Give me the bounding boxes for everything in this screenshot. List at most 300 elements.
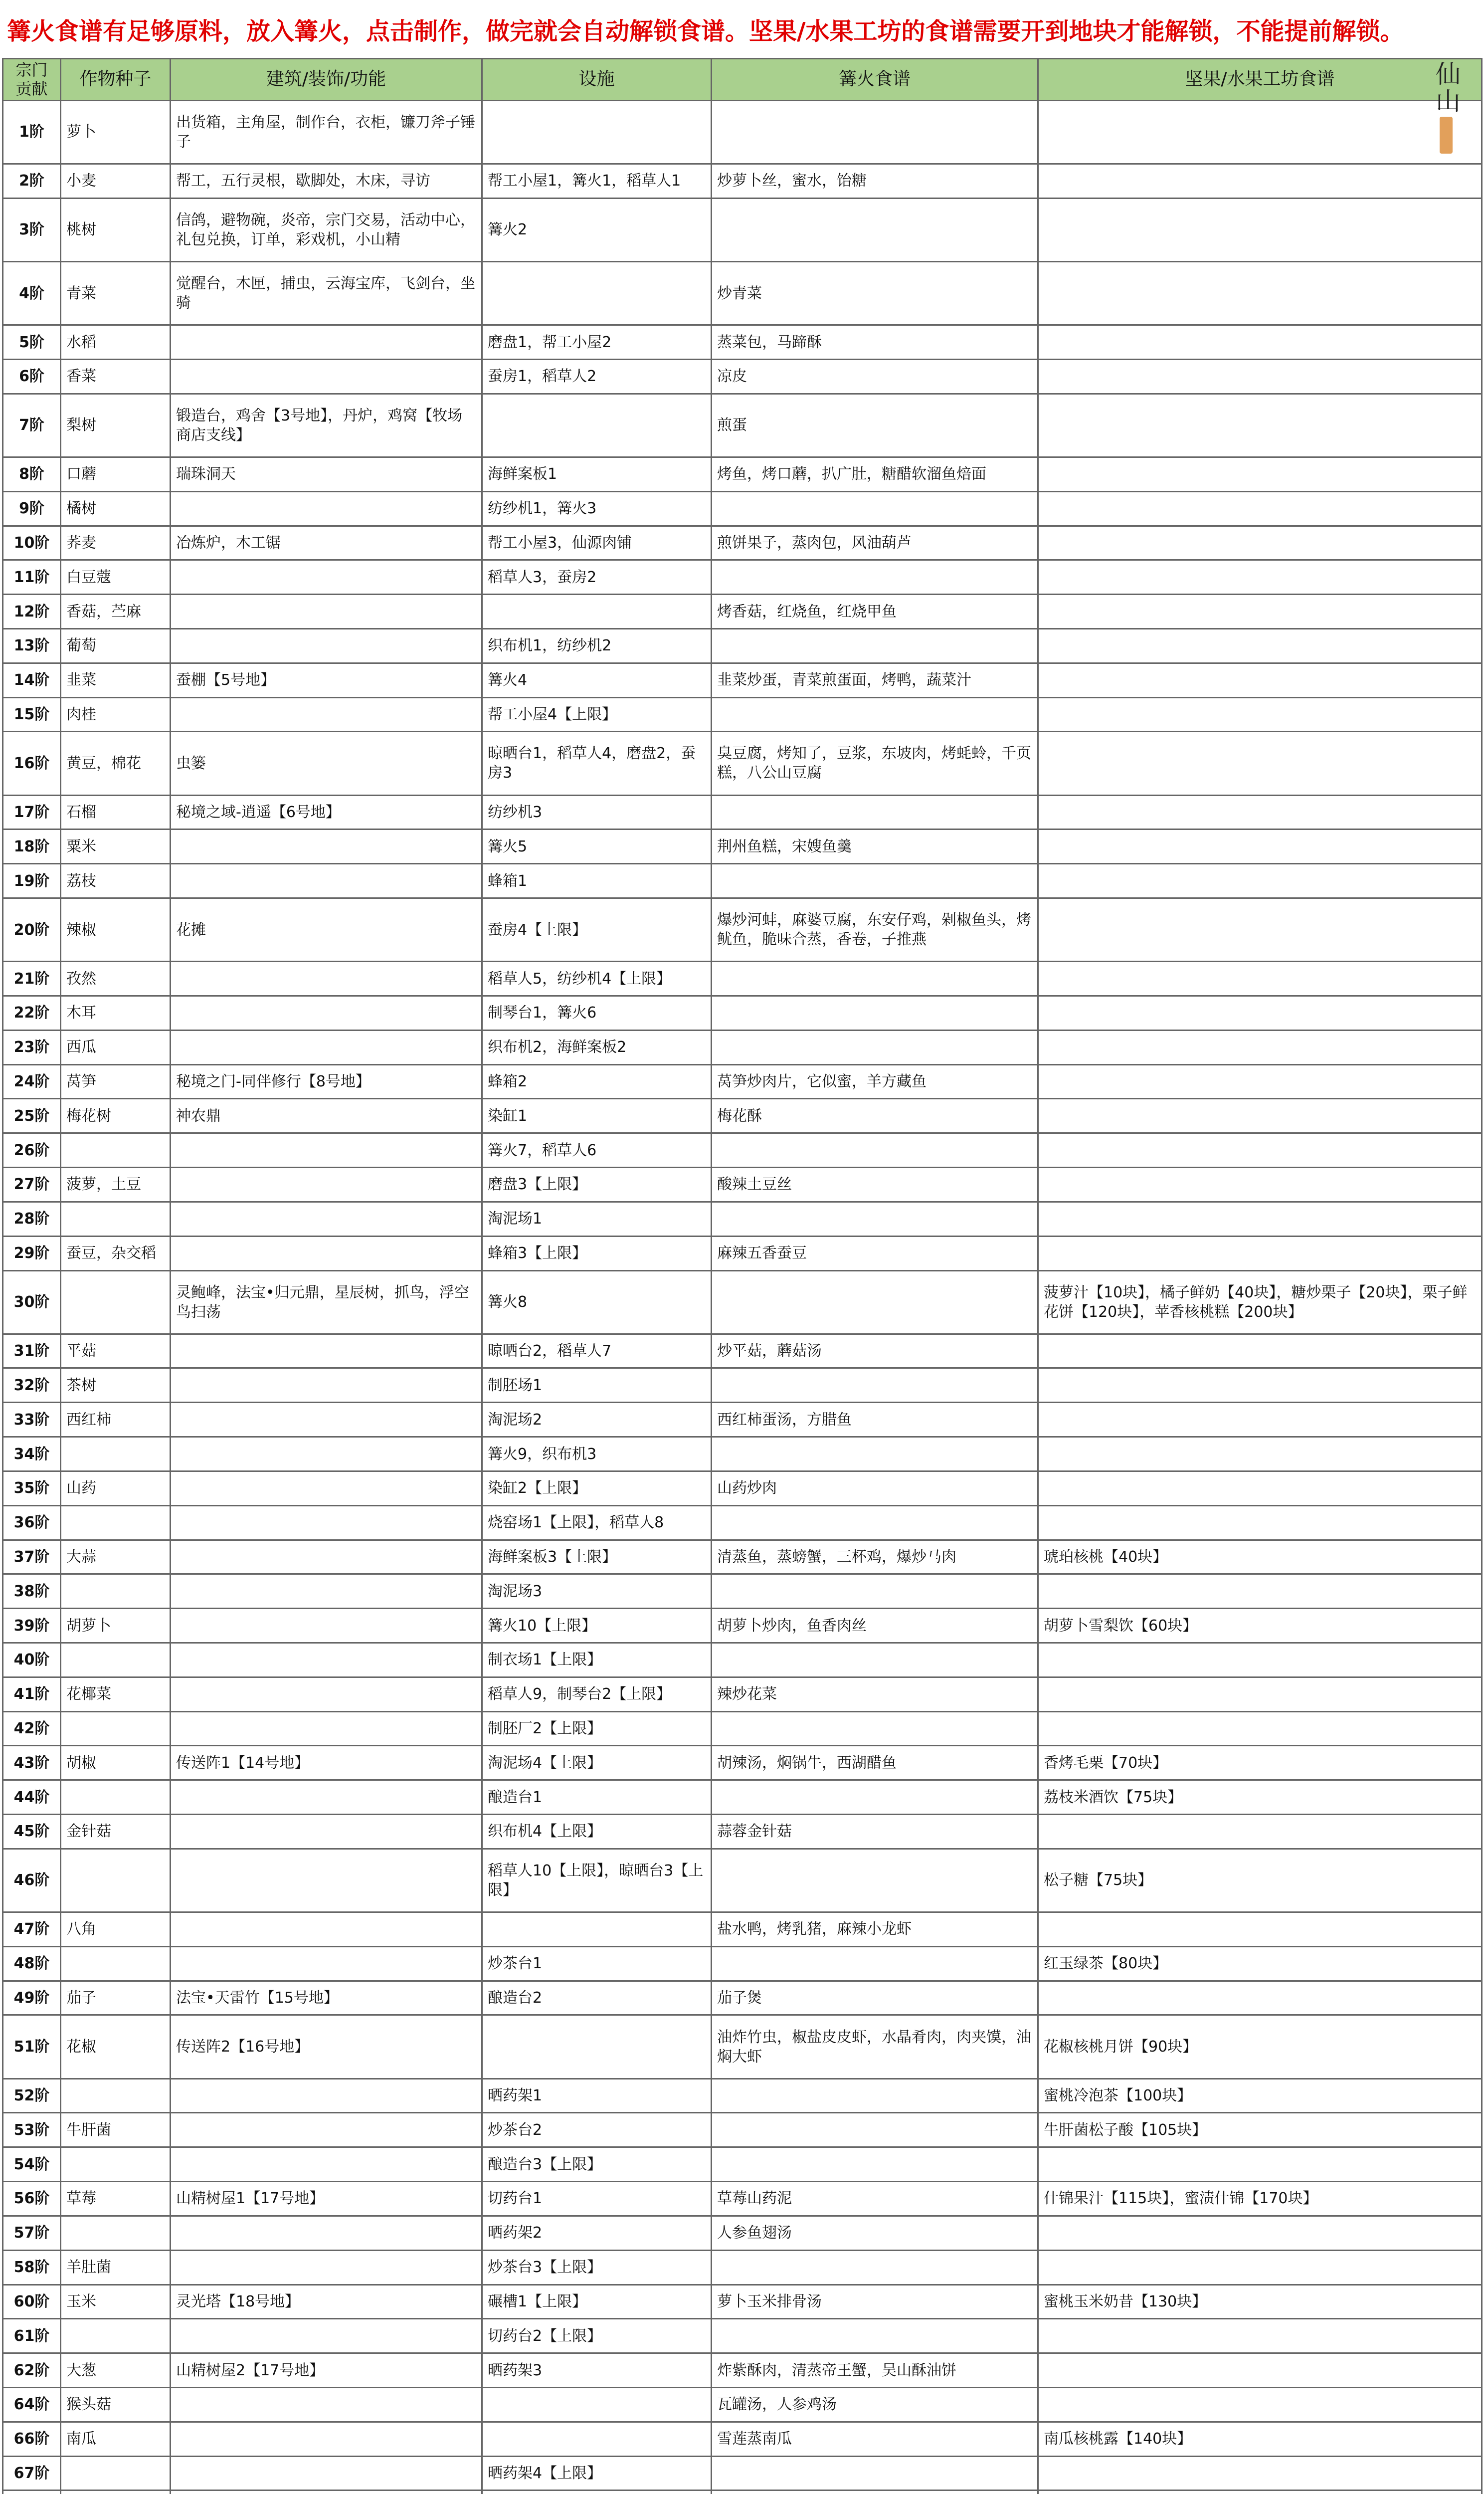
- cell-workshop-recipe: [1038, 2456, 1482, 2491]
- cell-seed: [61, 2456, 171, 2491]
- cell-building: 山精树屋2【17号地】: [171, 2353, 482, 2388]
- cell-building: 传送阵2【16号地】: [171, 2015, 482, 2078]
- cell-building: [171, 1677, 482, 1711]
- cell-workshop-recipe: [1038, 2147, 1482, 2182]
- cell-bonfire-recipe: [712, 864, 1038, 898]
- cell-bonfire-recipe: 莴笋炒肉片，它似蜜，羊方藏鱼: [712, 1064, 1038, 1099]
- cell-rank: 42阶: [3, 1711, 61, 1746]
- cell-workshop-recipe: [1038, 491, 1482, 526]
- cell-rank: 25阶: [3, 1099, 61, 1133]
- cell-seed: 荞麦: [61, 526, 171, 560]
- cell-rank: 54阶: [3, 2147, 61, 2182]
- cell-building: 神农鼎: [171, 1099, 482, 1133]
- cell-bonfire-recipe: [712, 2147, 1038, 2182]
- table-row: [3, 2285, 1482, 2319]
- cell-facility: [482, 2015, 712, 2078]
- cell-seed: 羊肚菌: [61, 2250, 171, 2285]
- cell-building: 冶炼炉，木工锯: [171, 526, 482, 560]
- cell-seed: 辣椒: [61, 898, 171, 962]
- cell-workshop-recipe: [1038, 663, 1482, 697]
- cell-workshop-recipe: [1038, 795, 1482, 830]
- cell-bonfire-recipe: [712, 1270, 1038, 1334]
- cell-seed: 平菇: [61, 1334, 171, 1368]
- table-row: [3, 795, 1482, 830]
- cell-seed: 花椒: [61, 2015, 171, 2078]
- cell-building: [171, 2078, 482, 2113]
- cell-facility: 切药台1: [482, 2182, 712, 2216]
- table-row: [3, 1368, 1482, 1403]
- cell-building: [171, 1540, 482, 1574]
- cell-bonfire-recipe: 油炸竹虫，椒盐皮皮虾，水晶肴肉，肉夹馍，油焖大虾: [712, 2015, 1038, 2078]
- cell-facility: 蚕房4【上限】: [482, 898, 712, 962]
- cell-facility: 晾晒台2，稻草人7: [482, 1334, 712, 1368]
- cell-building: [171, 2491, 482, 2494]
- cell-seed: 黄豆，棉花: [61, 732, 171, 795]
- cell-bonfire-recipe: 凉皮: [712, 359, 1038, 394]
- cell-building: 秘境之门-同伴修行【8号地】: [171, 1064, 482, 1099]
- table-row: [3, 491, 1482, 526]
- cell-workshop-recipe: 菠萝汁【10块】，橘子鲜奶【40块】，糖炒栗子【20块】，栗子鲜花饼【120块】，苹香核桃糕【200块】: [1038, 1270, 1482, 1334]
- cell-bonfire-recipe: 炒青菜: [712, 261, 1038, 325]
- cell-seed: 草莓: [61, 2182, 171, 2216]
- cell-seed: 桃树: [61, 198, 171, 261]
- cell-bonfire-recipe: 山药炒肉: [712, 1471, 1038, 1505]
- table-row: [3, 2147, 1482, 2182]
- cell-building: 山精树屋1【17号地】: [171, 2182, 482, 2216]
- header-bonfire-recipe: 篝火食谱: [712, 59, 1038, 101]
- cell-seed: [61, 1780, 171, 1815]
- header-building: 建筑/装饰/功能: [171, 59, 482, 101]
- cell-bonfire-recipe: 雪莲蒸南瓜: [712, 2422, 1038, 2456]
- cell-workshop-recipe: [1038, 359, 1482, 394]
- cell-seed: [61, 1202, 171, 1236]
- cell-seed: 荔枝: [61, 864, 171, 898]
- cell-bonfire-recipe: 草莓山药泥: [712, 2182, 1038, 2216]
- cell-facility: 磨盘3【上限】: [482, 1168, 712, 1202]
- cell-bonfire-recipe: [712, 1711, 1038, 1746]
- cell-rank: 8阶: [3, 457, 61, 491]
- cell-facility: 篝火9，织布机3: [482, 1437, 712, 1471]
- table-row: [3, 1981, 1482, 2015]
- cell-seed: 金针菇: [61, 1815, 171, 1849]
- table-row: [3, 1403, 1482, 1437]
- cell-rank: 6阶: [3, 359, 61, 394]
- table-row: [3, 1540, 1482, 1574]
- cell-seed: [61, 2078, 171, 2113]
- cell-seed: 茄子: [61, 1981, 171, 2015]
- cell-facility: 淘泥场3: [482, 1574, 712, 1609]
- cell-facility: 切药台2【上限】: [482, 2319, 712, 2353]
- cell-seed: 大蒜: [61, 1540, 171, 1574]
- cell-rank: 13阶: [3, 628, 61, 663]
- cell-bonfire-recipe: 茄子煲: [712, 1981, 1038, 2015]
- cell-building: 传送阵1【14号地】: [171, 1746, 482, 1780]
- cell-seed: [61, 1946, 171, 1981]
- cell-facility: [482, 261, 712, 325]
- cell-building: 秘境之域-逍遥【6号地】: [171, 795, 482, 830]
- table-row: [3, 2182, 1482, 2216]
- cell-bonfire-recipe: [712, 1030, 1038, 1064]
- table-row: [3, 1064, 1482, 1099]
- cell-facility: 制胚厂2【上限】: [482, 1711, 712, 1746]
- recipe-table: [2, 58, 1483, 2494]
- cell-bonfire-recipe: 胡萝卜炒肉，鱼香肉丝: [712, 1609, 1038, 1643]
- cell-building: [171, 595, 482, 629]
- cell-seed: 菠萝，土豆: [61, 1168, 171, 1202]
- cell-bonfire-recipe: [712, 2456, 1038, 2491]
- cell-rank: 39阶: [3, 1609, 61, 1643]
- cell-workshop-recipe: [1038, 1168, 1482, 1202]
- cell-rank: 45阶: [3, 1815, 61, 1849]
- table-row: [3, 2078, 1482, 2113]
- cell-facility: 磨盘1，帮工小屋2: [482, 325, 712, 360]
- table-row: [3, 595, 1482, 629]
- table-row: [3, 962, 1482, 996]
- cell-bonfire-recipe: 烤香菇，红烧鱼，红烧甲鱼: [712, 595, 1038, 629]
- cell-seed: 孜然: [61, 962, 171, 996]
- cell-workshop-recipe: [1038, 732, 1482, 795]
- cell-rank: 23阶: [3, 1030, 61, 1064]
- cell-seed: 香菇，苎麻: [61, 595, 171, 629]
- table-header-row: [3, 59, 1482, 101]
- table-row: [3, 1133, 1482, 1168]
- cell-workshop-recipe: [1038, 830, 1482, 864]
- cell-rank: 31阶: [3, 1334, 61, 1368]
- cell-seed: 花椰菜: [61, 1677, 171, 1711]
- table-row: [3, 996, 1482, 1031]
- cell-rank: 35阶: [3, 1471, 61, 1505]
- cell-workshop-recipe: [1038, 1574, 1482, 1609]
- cell-rank: 1阶: [3, 100, 61, 164]
- cell-workshop-recipe: 松子糖【75块】: [1038, 1849, 1482, 1912]
- table-row: [3, 2491, 1482, 2494]
- cell-facility: 染缸1: [482, 1099, 712, 1133]
- cell-seed: 大葱: [61, 2353, 171, 2388]
- cell-building: [171, 1030, 482, 1064]
- cell-rank: 14阶: [3, 663, 61, 697]
- table-row: [3, 2422, 1482, 2456]
- cell-facility: 制胚场1: [482, 1368, 712, 1403]
- cell-workshop-recipe: [1038, 394, 1482, 457]
- cell-building: [171, 1505, 482, 1540]
- cell-bonfire-recipe: [712, 1437, 1038, 1471]
- cell-workshop-recipe: [1038, 457, 1482, 491]
- cell-rank: 3阶: [3, 198, 61, 261]
- cell-rank: 20阶: [3, 898, 61, 962]
- cell-bonfire-recipe: [712, 1946, 1038, 1981]
- cell-rank: 24阶: [3, 1064, 61, 1099]
- cell-facility: [482, 595, 712, 629]
- cell-rank: 56阶: [3, 2182, 61, 2216]
- cell-seed: 玉米: [61, 2285, 171, 2319]
- cell-building: [171, 325, 482, 360]
- cell-bonfire-recipe: 炒萝卜丝，蜜水，饴糖: [712, 164, 1038, 198]
- cell-rank: 4阶: [3, 261, 61, 325]
- cell-workshop-recipe: [1038, 2491, 1482, 2494]
- cell-seed: 猴头菇: [61, 2387, 171, 2422]
- cell-bonfire-recipe: [712, 1780, 1038, 1815]
- cell-building: [171, 2456, 482, 2491]
- table-row: [3, 1815, 1482, 1849]
- cell-rank: 49阶: [3, 1981, 61, 2015]
- cell-bonfire-recipe: [712, 2319, 1038, 2353]
- cell-rank: 46阶: [3, 1849, 61, 1912]
- cell-seed: [61, 2147, 171, 2182]
- cell-building: [171, 2387, 482, 2422]
- cell-facility: 篝火5: [482, 830, 712, 864]
- cell-building: [171, 864, 482, 898]
- cell-rank: 48阶: [3, 1946, 61, 1981]
- game-logo: 仙山: [1411, 61, 1481, 161]
- cell-bonfire-recipe: [712, 962, 1038, 996]
- table-row: [3, 1912, 1482, 1947]
- cell-building: [171, 2147, 482, 2182]
- cell-seed: 石榴: [61, 795, 171, 830]
- cell-seed: [61, 1270, 171, 1334]
- table-row: [3, 2015, 1482, 2078]
- cell-building: [171, 1815, 482, 1849]
- cell-workshop-recipe: [1038, 2216, 1482, 2250]
- cell-seed: 梅花树: [61, 1099, 171, 1133]
- cell-seed: [61, 1574, 171, 1609]
- cell-rank: 51阶: [3, 2015, 61, 2078]
- table-row: [3, 1677, 1482, 1711]
- cell-workshop-recipe: [1038, 2319, 1482, 2353]
- cell-seed: 橘树: [61, 491, 171, 526]
- cell-facility: 炒茶台1: [482, 1946, 712, 1981]
- cell-workshop-recipe: [1038, 898, 1482, 962]
- cell-rank: 43阶: [3, 1746, 61, 1780]
- cell-building: [171, 491, 482, 526]
- cell-bonfire-recipe: [712, 2250, 1038, 2285]
- table-row: [3, 2456, 1482, 2491]
- cell-bonfire-recipe: [712, 2078, 1038, 2113]
- cell-building: [171, 1912, 482, 1947]
- cell-workshop-recipe: [1038, 1912, 1482, 1947]
- cell-building: [171, 2319, 482, 2353]
- table-row: [3, 198, 1482, 261]
- cell-seed: [61, 1643, 171, 1677]
- cell-building: [171, 1368, 482, 1403]
- cell-workshop-recipe: [1038, 996, 1482, 1031]
- cell-rank: 57阶: [3, 2216, 61, 2250]
- cell-facility: 稻草人5，纺纱机4【上限】: [482, 962, 712, 996]
- header-rank: 宗门贡献: [3, 59, 61, 101]
- cell-workshop-recipe: 蜜桃冷泡茶【100块】: [1038, 2078, 1482, 2113]
- cell-seed: 梨树: [61, 394, 171, 457]
- cell-facility: 炒茶台3【上限】: [482, 2250, 712, 2285]
- cell-rank: 40阶: [3, 1643, 61, 1677]
- cell-facility: [482, 1912, 712, 1947]
- cell-rank: 58阶: [3, 2250, 61, 2285]
- cell-seed: 木耳: [61, 996, 171, 1031]
- cell-seed: [61, 2319, 171, 2353]
- cell-rank: 19阶: [3, 864, 61, 898]
- cell-seed: 蚕豆，杂交稻: [61, 1236, 171, 1270]
- cell-seed: [61, 1437, 171, 1471]
- cell-workshop-recipe: [1038, 261, 1482, 325]
- cell-rank: 64阶: [3, 2387, 61, 2422]
- cell-bonfire-recipe: 清蒸鱼，蒸螃蟹，三杯鸡，爆炒马肉: [712, 1540, 1038, 1574]
- cell-seed: 葡萄: [61, 628, 171, 663]
- cell-workshop-recipe: [1038, 595, 1482, 629]
- cell-building: 虫篓: [171, 732, 482, 795]
- cell-bonfire-recipe: [712, 996, 1038, 1031]
- cell-seed: 白豆蔻: [61, 560, 171, 595]
- cell-seed: 茶树: [61, 1368, 171, 1403]
- table-row: [3, 1168, 1482, 1202]
- table-row: [3, 394, 1482, 457]
- cell-facility: 纺纱机3: [482, 795, 712, 830]
- cell-rank: 2阶: [3, 164, 61, 198]
- cell-rank: 61阶: [3, 2319, 61, 2353]
- table-row: [3, 2216, 1482, 2250]
- cell-seed: 韭菜: [61, 663, 171, 697]
- cell-seed: 水稻: [61, 325, 171, 360]
- cell-facility: 晾晒台1，稻草人4，磨盘2，蚕房3: [482, 732, 712, 795]
- cell-building: [171, 962, 482, 996]
- cell-building: [171, 1202, 482, 1236]
- cell-seed: 肉桂: [61, 697, 171, 732]
- cell-workshop-recipe: [1038, 1643, 1482, 1677]
- cell-building: [171, 2113, 482, 2147]
- cell-bonfire-recipe: [712, 1133, 1038, 1168]
- cell-building: [171, 1403, 482, 1437]
- table-row: [3, 2113, 1482, 2147]
- cell-bonfire-recipe: 西红柿蛋汤，方腊鱼: [712, 1403, 1038, 1437]
- cell-building: [171, 1133, 482, 1168]
- cell-rank: [3, 2491, 61, 2494]
- cell-seed: [61, 1711, 171, 1746]
- cell-rank: 28阶: [3, 1202, 61, 1236]
- cell-workshop-recipe: 南瓜核桃露【140块】: [1038, 2422, 1482, 2456]
- cell-facility: 制琴台1，篝火6: [482, 996, 712, 1031]
- cell-building: [171, 2216, 482, 2250]
- cell-rank: 32阶: [3, 1368, 61, 1403]
- cell-facility: 碾槽1【上限】: [482, 2285, 712, 2319]
- cell-building: [171, 1711, 482, 1746]
- cell-seed: [61, 2491, 171, 2494]
- table-row: [3, 1574, 1482, 1609]
- cell-facility: 稻草人9，制琴台2【上限】: [482, 1677, 712, 1711]
- cell-workshop-recipe: [1038, 2353, 1482, 2388]
- cell-rank: 33阶: [3, 1403, 61, 1437]
- cell-facility: 海鲜案板1: [482, 457, 712, 491]
- cell-rank: 17阶: [3, 795, 61, 830]
- cell-building: [171, 1471, 482, 1505]
- cell-bonfire-recipe: [712, 795, 1038, 830]
- cell-seed: [61, 1505, 171, 1540]
- cell-facility: 篝火8: [482, 1270, 712, 1334]
- table-row: [3, 457, 1482, 491]
- notice-text: 篝火食谱有足够原料，放入篝火，点击制作，做完就会自动解锁食谱。坚果/水果工坊的食谱需要开到地块才能解锁，不能提前解锁。: [0, 0, 1484, 58]
- cell-bonfire-recipe: [712, 1574, 1038, 1609]
- cell-seed: 粟米: [61, 830, 171, 864]
- cell-workshop-recipe: 荔枝米酒饮【75块】: [1038, 1780, 1482, 1815]
- cell-facility: 稻草人3，蚕房2: [482, 560, 712, 595]
- cell-rank: 26阶: [3, 1133, 61, 1168]
- cell-workshop-recipe: [1038, 697, 1482, 732]
- cell-workshop-recipe: [1038, 1677, 1482, 1711]
- cell-rank: 18阶: [3, 830, 61, 864]
- cell-workshop-recipe: [1038, 962, 1482, 996]
- table-row: [3, 1849, 1482, 1912]
- cell-building: [171, 996, 482, 1031]
- cell-seed: 莴笋: [61, 1064, 171, 1099]
- cell-bonfire-recipe: [712, 1505, 1038, 1540]
- cell-seed: 牛肝菌: [61, 2113, 171, 2147]
- cell-building: 灵鲍峰，法宝•归元鼎，星辰树，抓鸟，浮空鸟扫荡: [171, 1270, 482, 1334]
- cell-facility: 晒药架4【上限】: [482, 2456, 712, 2491]
- cell-rank: 41阶: [3, 1677, 61, 1711]
- cell-building: 花摊: [171, 898, 482, 962]
- cell-building: 法宝•天雷竹【15号地】: [171, 1981, 482, 2015]
- cell-seed: 小麦: [61, 164, 171, 198]
- cell-bonfire-recipe: 荆州鱼糕，宋嫂鱼羹: [712, 830, 1038, 864]
- cell-facility: 纺纱机1，篝火3: [482, 491, 712, 526]
- table-row: [3, 697, 1482, 732]
- cell-facility: 淘泥场4【上限】: [482, 1746, 712, 1780]
- cell-building: [171, 359, 482, 394]
- cell-workshop-recipe: [1038, 1368, 1482, 1403]
- cell-rank: 47阶: [3, 1912, 61, 1947]
- cell-rank: 62阶: [3, 2353, 61, 2388]
- cell-rank: 10阶: [3, 526, 61, 560]
- cell-building: 帮工，五行灵根，歇脚处，木床，寻访: [171, 164, 482, 198]
- cell-workshop-recipe: 胡萝卜雪梨饮【60块】: [1038, 1609, 1482, 1643]
- cell-bonfire-recipe: 爆炒河蚌，麻婆豆腐，东安仔鸡，剁椒鱼头，烤鱿鱼，脆味合蒸，香卷，子推燕: [712, 898, 1038, 962]
- cell-facility: [482, 2491, 712, 2494]
- cell-rank: 30阶: [3, 1270, 61, 1334]
- table-row: [3, 1437, 1482, 1471]
- cell-bonfire-recipe: 韭菜炒蛋，青菜煎蛋面，烤鸭，蔬菜汁: [712, 663, 1038, 697]
- table-row: [3, 1505, 1482, 1540]
- cell-facility: 烧窑场1【上限】，稻草人8: [482, 1505, 712, 1540]
- table-row: [3, 1236, 1482, 1270]
- cell-bonfire-recipe: 人参鱼翅汤: [712, 2216, 1038, 2250]
- cell-bonfire-recipe: 臭豆腐，烤知了，豆浆，东坡肉，烤蚝蛉，千页糕，八公山豆腐: [712, 732, 1038, 795]
- cell-workshop-recipe: 什锦果汁【115块】，蜜渍什锦【170块】: [1038, 2182, 1482, 2216]
- cell-facility: 帮工小屋3，仙源肉铺: [482, 526, 712, 560]
- cell-facility: 帮工小屋4【上限】: [482, 697, 712, 732]
- table-row: [3, 325, 1482, 360]
- table-row: [3, 1711, 1482, 1746]
- table-row: [3, 1746, 1482, 1780]
- cell-workshop-recipe: [1038, 1711, 1482, 1746]
- cell-building: [171, 628, 482, 663]
- cell-facility: 织布机2，海鲜案板2: [482, 1030, 712, 1064]
- cell-workshop-recipe: [1038, 864, 1482, 898]
- cell-building: [171, 1437, 482, 1471]
- table-row: [3, 1643, 1482, 1677]
- cell-rank: 21阶: [3, 962, 61, 996]
- cell-building: 出货箱，主角屋，制作台，衣柜，镰刀斧子锤子: [171, 100, 482, 164]
- cell-building: [171, 1574, 482, 1609]
- cell-bonfire-recipe: 煎饼果子，蒸肉包，风油葫芦: [712, 526, 1038, 560]
- cell-workshop-recipe: [1038, 1471, 1482, 1505]
- cell-building: [171, 1609, 482, 1643]
- cell-bonfire-recipe: [712, 198, 1038, 261]
- cell-bonfire-recipe: 酸辣土豆丝: [712, 1168, 1038, 1202]
- cell-bonfire-recipe: 蒜蓉金针菇: [712, 1815, 1038, 1849]
- cell-bonfire-recipe: [712, 2491, 1038, 2494]
- cell-rank: 16阶: [3, 732, 61, 795]
- table-row: [3, 1471, 1482, 1505]
- cell-facility: 酿造台1: [482, 1780, 712, 1815]
- cell-seed: 青菜: [61, 261, 171, 325]
- cell-facility: 淘泥场1: [482, 1202, 712, 1236]
- cell-bonfire-recipe: 炒平菇，蘑菇汤: [712, 1334, 1038, 1368]
